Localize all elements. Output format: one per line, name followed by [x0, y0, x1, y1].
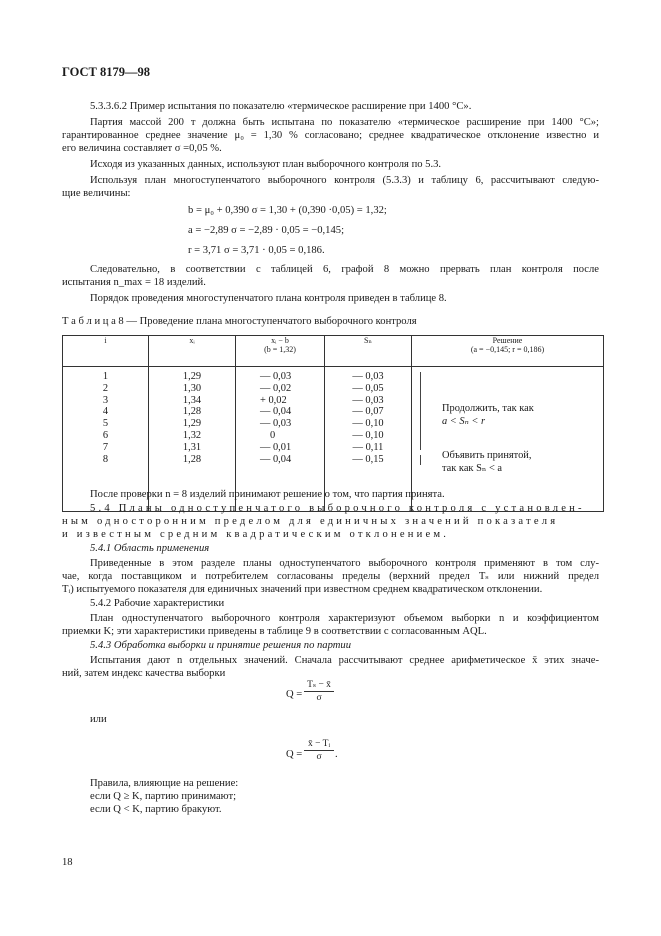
fraction-denominator: σ: [316, 693, 322, 703]
paragraph-line: чае, когда поставщиком и потребителем согласованы пределы (верхний предел Tₛ или нижний предел: [62, 571, 599, 582]
cell-i: 4: [102, 406, 109, 418]
cell-xb: — 0,04: [260, 453, 292, 465]
cell-xb: 0: [270, 429, 276, 441]
cell-s: — 0,11: [352, 441, 384, 453]
cell-xb: — 0,03: [260, 371, 292, 382]
cell-x: 1,30: [182, 382, 202, 394]
cell-x: 1,28: [182, 406, 202, 418]
cell-xb: — 0,02: [260, 382, 292, 394]
decision-text: Продолжить, так как: [442, 403, 534, 414]
paragraph-line: Исходя из указанных данных, используют план выборочного контроля по 5.3.: [90, 159, 442, 170]
table-header-row: [63, 336, 604, 367]
paragraph-line: Tᵢ) испытуемого показателя для единичных значений при известном среднем квадратическом отклонении.: [62, 584, 543, 595]
section-5-4-title: 5.4 Планы одноступенчатого выборочного контроля с установлен-: [90, 503, 585, 514]
cell-x: 1,32: [182, 429, 202, 441]
decision-text: a < Sₙ < r: [442, 416, 486, 427]
col-header-decision-line2: (a = −0,145; r = 0,186): [470, 345, 545, 354]
cell-xb: — 0,01: [260, 441, 292, 453]
col-header-decision-line1: Решение: [492, 336, 523, 345]
cell-i: 6: [102, 429, 109, 441]
cell-x: 1,29: [182, 418, 202, 430]
fraction-numerator: x̄ − Tᵢ: [307, 739, 331, 749]
cell-xb: — 0,04: [260, 406, 292, 418]
cell-x: 1,34: [182, 394, 202, 406]
paragraph-line: Порядок проведения многоступенчатого плана контроля приведен в таблице 8.: [90, 293, 447, 304]
fraction-numerator: Tₛ − x̄: [307, 680, 331, 690]
paragraph-line: Испытания дают n отдельных значений. Сначала рассчитывают среднее арифметическое x̄ этих значе-: [90, 655, 599, 666]
cell-s: — 0,03: [352, 371, 384, 382]
col-header-xb-line2: (b = 1,32): [264, 345, 296, 354]
formula-b: b = μ₀ + 0,390 σ = 1,30 + (0,390 ·0,05) = 1,32;: [188, 205, 387, 216]
fraction-bar: [304, 750, 334, 751]
cell-s: — 0,05: [352, 382, 384, 394]
paragraph-line: План одноступенчатого выборочного контроля характеризуют объемом выборки n и коэффициентом: [90, 613, 599, 624]
section-5-4-title: и известным средним квадратическим отклонением.: [62, 529, 450, 540]
cell-i: 7: [102, 441, 109, 453]
paragraph-line: его величина составляет σ =0,05 %.: [62, 143, 222, 154]
cell-i: 2: [102, 382, 109, 394]
brace-continue: [420, 372, 429, 450]
cell-i: 3: [102, 394, 109, 406]
paragraph-line: щие величины:: [62, 188, 131, 199]
formula-a: a = −2,89 σ = −2,89 · 0,05 = −0,145;: [188, 225, 345, 236]
col-header-i: i: [63, 336, 149, 367]
col-header-decision: [412, 336, 604, 367]
cell-s: — 0,10: [352, 418, 384, 430]
paragraph-line: Партия массой 200 т должна быть испытана по показателю «термическое расширение при 1400 °С»;: [90, 117, 599, 128]
cell-i: 8: [102, 453, 109, 465]
paragraph-line: Используя план многоступенчатого выборочного контроля (5.3.3) и таблицу 6, рассчитывают следую-: [90, 175, 599, 186]
col-header-x: xᵢ: [149, 336, 236, 367]
cell-x: 1,31: [182, 441, 202, 453]
col-header-xb: [236, 336, 325, 367]
section-5-4-1-title: 5.4.1 Область применения: [90, 543, 210, 554]
cell-x: 1,29: [182, 371, 202, 382]
section-5-4-3-title: 5.4.3 Обработка выборки и принятие решения по партии: [90, 640, 352, 651]
col-header-xb-line1: xᵢ − b: [271, 336, 289, 345]
formula-q2-fraction: [304, 739, 334, 762]
paragraph-line: Следовательно, в соответствии с таблицей 6, графой 8 можно прервать план контроля после: [90, 264, 599, 275]
formula-q2-tail: .: [335, 749, 338, 760]
formula-q1-fraction: [304, 679, 334, 703]
rules-line: если Q < K, партию бракуют.: [90, 804, 222, 815]
paragraph-line: испытания n_max = 18 изделий.: [62, 277, 206, 288]
cell-i: 1: [102, 371, 109, 382]
cell-xb: — 0,03: [260, 418, 292, 430]
cell-i: 5: [102, 418, 109, 430]
paragraph-line: Приведенные в этом разделе планы одноступенчатого выборочного контроля применяют в том слу-: [90, 558, 599, 569]
section-5-4-2-title: 5.4.2 Рабочие характеристики: [90, 598, 225, 609]
section-5-4-title: ным односторонним пределом для единичных значений показателя: [62, 516, 559, 527]
document-header: ГОСТ 8179—98: [62, 65, 151, 79]
paragraph-line: гарантированное среднее значение μ₀ = 1,30 % согласовано; среднее квадратическое отклонение известно и: [62, 130, 599, 141]
page-number: 18: [62, 857, 73, 868]
cell-s: — 0,03: [352, 394, 384, 406]
decision-continue: [442, 402, 534, 428]
formula-q1-lhs: Q =: [286, 689, 303, 700]
col-header-s: Sₙ: [325, 336, 412, 367]
rules-line: если Q ≥ K, партию принимают;: [90, 791, 237, 802]
cell-s: — 0,10: [352, 429, 384, 441]
cell-s: — 0,07: [352, 406, 384, 418]
rules-line: Правила, влияющие на решение:: [90, 778, 239, 789]
cell-s: — 0,15: [352, 453, 384, 465]
decision-text: так как Sₙ < a: [442, 463, 503, 474]
fraction-denominator: σ: [316, 752, 322, 762]
decision-text: Объявить принятой,: [442, 450, 532, 461]
formula-q2-lhs: Q =: [286, 749, 303, 760]
fraction-bar: [304, 691, 334, 692]
paragraph-line: После проверки n = 8 изделий принимают решение о том, что партия принята.: [90, 489, 445, 500]
cell-xb: + 0,02: [260, 394, 287, 406]
decision-accept: [442, 449, 531, 475]
cell-x: 1,28: [182, 453, 202, 465]
paragraph-line: приемки K; эти характеристики приведены в таблице 9 в соответствии с согласованным AQL.: [62, 626, 487, 637]
table-8: [62, 335, 604, 512]
table-caption: Т а б л и ц а 8 — Проведение плана многоступенчатого выборочного контроля: [62, 316, 417, 327]
paragraph-5-3-3-6-2: 5.3.3.6.2 Пример испытания по показателю «термическое расширение при 1400 °С».: [90, 101, 472, 112]
brace-accept: [420, 455, 429, 465]
formula-r: r = 3,71 σ = 3,71 · 0,05 = 0,186.: [188, 245, 325, 256]
word-or: или: [90, 714, 107, 725]
paragraph-line: ний, затем индекс качества выборки: [62, 668, 226, 679]
